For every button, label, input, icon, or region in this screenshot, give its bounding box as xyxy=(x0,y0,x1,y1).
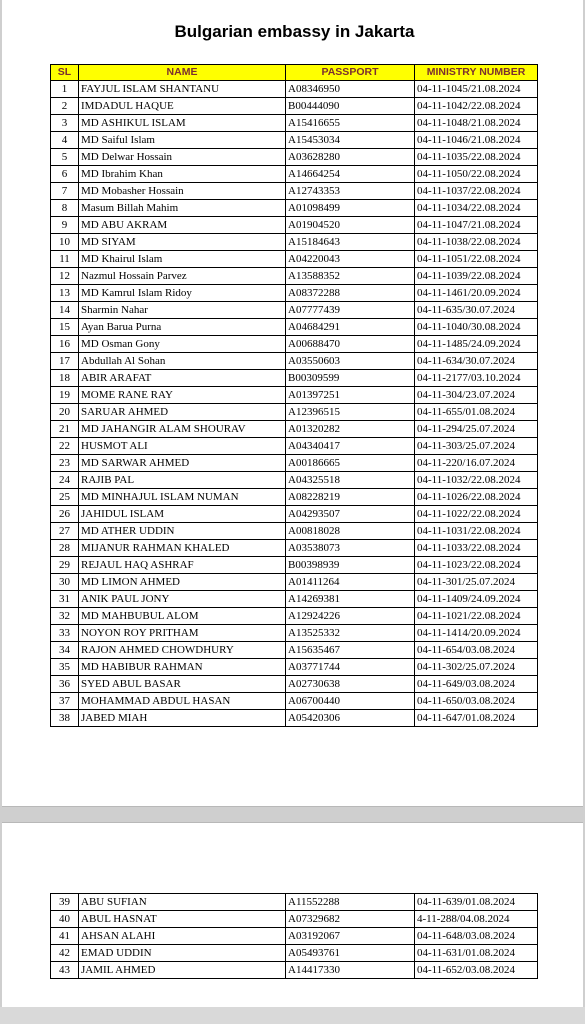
row-sl-cell: 25 xyxy=(51,489,79,506)
row-name-cell: MD JAHANGIR ALAM SHOURAV xyxy=(79,421,286,438)
row-ministry-number-cell: 04-11-303/25.07.2024 xyxy=(415,438,538,455)
row-ministry-number-cell: 04-11-220/16.07.2024 xyxy=(415,455,538,472)
row-ministry-number-cell: 04-11-1461/20.09.2024 xyxy=(415,285,538,302)
row-name-cell: MD Ibrahim Khan xyxy=(79,166,286,183)
table-row xyxy=(51,387,538,404)
row-passport-cell: A14417330 xyxy=(286,962,415,979)
row-name-cell: Nazmul Hossain Parvez xyxy=(79,268,286,285)
row-passport-cell: B00444090 xyxy=(286,98,415,115)
table-row xyxy=(51,928,538,945)
row-sl-cell: 31 xyxy=(51,591,79,608)
row-name-cell: MD SARWAR AHMED xyxy=(79,455,286,472)
applicant-table-continued xyxy=(50,893,538,979)
row-name-cell: Sharmin Nahar xyxy=(79,302,286,319)
row-ministry-number-cell: 04-11-635/30.07.2024 xyxy=(415,302,538,319)
row-name-cell: MD Delwar Hossain xyxy=(79,149,286,166)
row-sl-cell: 14 xyxy=(51,302,79,319)
row-passport-cell: A01397251 xyxy=(286,387,415,404)
row-sl-cell: 10 xyxy=(51,234,79,251)
row-sl-cell: 43 xyxy=(51,962,79,979)
row-ministry-number-cell: 04-11-1037/22.08.2024 xyxy=(415,183,538,200)
row-name-cell: JAHIDUL ISLAM xyxy=(79,506,286,523)
row-passport-cell: A01904520 xyxy=(286,217,415,234)
row-sl-cell: 29 xyxy=(51,557,79,574)
row-sl-cell: 21 xyxy=(51,421,79,438)
row-passport-cell: A12396515 xyxy=(286,404,415,421)
row-ministry-number-cell: 4-11-288/04.08.2024 xyxy=(415,911,538,928)
row-ministry-number-cell: 04-11-652/03.08.2024 xyxy=(415,962,538,979)
row-name-cell: MOHAMMAD ABDUL HASAN xyxy=(79,693,286,710)
row-ministry-number-cell: 04-11-1031/22.08.2024 xyxy=(415,523,538,540)
row-ministry-number-cell: 04-11-1414/20.09.2024 xyxy=(415,625,538,642)
row-name-cell: JABED MIAH xyxy=(79,710,286,727)
row-name-cell: MD MINHAJUL ISLAM NUMAN xyxy=(79,489,286,506)
row-name-cell: MD HABIBUR RAHMAN xyxy=(79,659,286,676)
row-ministry-number-cell: 04-11-1034/22.08.2024 xyxy=(415,200,538,217)
row-name-cell: RAJIB PAL xyxy=(79,472,286,489)
table-row xyxy=(51,625,538,642)
row-ministry-number-cell: 04-11-1032/22.08.2024 xyxy=(415,472,538,489)
row-name-cell: NOYON ROY PRITHAM xyxy=(79,625,286,642)
row-name-cell: MD ASHIKUL ISLAM xyxy=(79,115,286,132)
row-name-cell: MOME RANE RAY xyxy=(79,387,286,404)
row-passport-cell: A05493761 xyxy=(286,945,415,962)
page-gap xyxy=(0,1007,585,1024)
table-row xyxy=(51,676,538,693)
table-row xyxy=(51,710,538,727)
table-row xyxy=(51,438,538,455)
row-name-cell: ANIK PAUL JONY xyxy=(79,591,286,608)
row-sl-cell: 35 xyxy=(51,659,79,676)
row-name-cell: IMDADUL HAQUE xyxy=(79,98,286,115)
table-row xyxy=(51,183,538,200)
row-ministry-number-cell: 04-11-1040/30.08.2024 xyxy=(415,319,538,336)
table-row xyxy=(51,234,538,251)
document-page-1 xyxy=(2,0,583,807)
row-name-cell: FAYJUL ISLAM SHANTANU xyxy=(79,81,286,98)
row-sl-cell: 3 xyxy=(51,115,79,132)
row-passport-cell: B00398939 xyxy=(286,557,415,574)
row-sl-cell: 40 xyxy=(51,911,79,928)
table-row xyxy=(51,693,538,710)
column-header-name: NAME xyxy=(79,65,286,81)
row-passport-cell: A04220043 xyxy=(286,251,415,268)
row-sl-cell: 30 xyxy=(51,574,79,591)
row-passport-cell: A03192067 xyxy=(286,928,415,945)
row-passport-cell: A15635467 xyxy=(286,642,415,659)
row-passport-cell: A04684291 xyxy=(286,319,415,336)
row-name-cell: MD MAHBUBUL ALOM xyxy=(79,608,286,625)
row-name-cell: Masum Billah Mahim xyxy=(79,200,286,217)
table-row xyxy=(51,894,538,911)
table-row xyxy=(51,268,538,285)
row-ministry-number-cell: 04-11-1485/24.09.2024 xyxy=(415,336,538,353)
applicant-table xyxy=(50,64,538,727)
row-ministry-number-cell: 04-11-1048/21.08.2024 xyxy=(415,115,538,132)
row-name-cell: MD Saiful Islam xyxy=(79,132,286,149)
row-ministry-number-cell: 04-11-1042/22.08.2024 xyxy=(415,98,538,115)
row-sl-cell: 6 xyxy=(51,166,79,183)
row-passport-cell: A07329682 xyxy=(286,911,415,928)
row-passport-cell: A14664254 xyxy=(286,166,415,183)
row-passport-cell: A15416655 xyxy=(286,115,415,132)
row-sl-cell: 12 xyxy=(51,268,79,285)
row-ministry-number-cell: 04-11-650/03.08.2024 xyxy=(415,693,538,710)
row-sl-cell: 2 xyxy=(51,98,79,115)
row-name-cell: ABU SUFIAN xyxy=(79,894,286,911)
row-sl-cell: 26 xyxy=(51,506,79,523)
table-row xyxy=(51,421,538,438)
row-name-cell: MIJANUR RAHMAN KHALED xyxy=(79,540,286,557)
row-sl-cell: 42 xyxy=(51,945,79,962)
row-ministry-number-cell: 04-11-631/01.08.2024 xyxy=(415,945,538,962)
row-passport-cell: A04340417 xyxy=(286,438,415,455)
row-sl-cell: 22 xyxy=(51,438,79,455)
row-name-cell: MD Khairul Islam xyxy=(79,251,286,268)
row-passport-cell: A01411264 xyxy=(286,574,415,591)
table-row xyxy=(51,506,538,523)
row-sl-cell: 28 xyxy=(51,540,79,557)
row-ministry-number-cell: 04-11-1046/21.08.2024 xyxy=(415,132,538,149)
table-row xyxy=(51,945,538,962)
row-sl-cell: 17 xyxy=(51,353,79,370)
table-row xyxy=(51,659,538,676)
row-ministry-number-cell: 04-11-1035/22.08.2024 xyxy=(415,149,538,166)
row-ministry-number-cell: 04-11-1022/22.08.2024 xyxy=(415,506,538,523)
row-sl-cell: 7 xyxy=(51,183,79,200)
row-passport-cell: A03628280 xyxy=(286,149,415,166)
row-sl-cell: 41 xyxy=(51,928,79,945)
row-passport-cell: A01320282 xyxy=(286,421,415,438)
row-passport-cell: A00818028 xyxy=(286,523,415,540)
table-header-row xyxy=(51,65,538,81)
row-name-cell: ABIR ARAFAT xyxy=(79,370,286,387)
row-sl-cell: 16 xyxy=(51,336,79,353)
row-sl-cell: 8 xyxy=(51,200,79,217)
table-row xyxy=(51,472,538,489)
row-passport-cell: A08346950 xyxy=(286,81,415,98)
row-passport-cell: A00688470 xyxy=(286,336,415,353)
table-row xyxy=(51,200,538,217)
row-passport-cell: A03538073 xyxy=(286,540,415,557)
table-row xyxy=(51,217,538,234)
row-name-cell: Ayan Barua Purna xyxy=(79,319,286,336)
row-sl-cell: 27 xyxy=(51,523,79,540)
row-passport-cell: A07777439 xyxy=(286,302,415,319)
row-passport-cell: A13525332 xyxy=(286,625,415,642)
row-ministry-number-cell: 04-11-1047/21.08.2024 xyxy=(415,217,538,234)
document-page-2 xyxy=(2,822,583,1009)
row-sl-cell: 39 xyxy=(51,894,79,911)
table-row xyxy=(51,302,538,319)
row-name-cell: RAJON AHMED CHOWDHURY xyxy=(79,642,286,659)
row-ministry-number-cell: 04-11-2177/03.10.2024 xyxy=(415,370,538,387)
row-passport-cell: A15453034 xyxy=(286,132,415,149)
row-name-cell: MD Osman Gony xyxy=(79,336,286,353)
row-passport-cell: A03771744 xyxy=(286,659,415,676)
row-ministry-number-cell: 04-11-302/25.07.2024 xyxy=(415,659,538,676)
row-passport-cell: A00186665 xyxy=(286,455,415,472)
row-ministry-number-cell: 04-11-647/01.08.2024 xyxy=(415,710,538,727)
table-row xyxy=(51,115,538,132)
row-name-cell: HUSMOT ALI xyxy=(79,438,286,455)
table-row xyxy=(51,574,538,591)
row-name-cell: MD LIMON AHMED xyxy=(79,574,286,591)
row-sl-cell: 37 xyxy=(51,693,79,710)
row-passport-cell: A12743353 xyxy=(286,183,415,200)
row-ministry-number-cell: 04-11-648/03.08.2024 xyxy=(415,928,538,945)
row-ministry-number-cell: 04-11-654/03.08.2024 xyxy=(415,642,538,659)
row-ministry-number-cell: 04-11-649/03.08.2024 xyxy=(415,676,538,693)
row-sl-cell: 34 xyxy=(51,642,79,659)
row-name-cell: EMAD UDDIN xyxy=(79,945,286,962)
row-sl-cell: 5 xyxy=(51,149,79,166)
row-name-cell: ABUL HASNAT xyxy=(79,911,286,928)
row-passport-cell: A06700440 xyxy=(286,693,415,710)
row-ministry-number-cell: 04-11-1045/21.08.2024 xyxy=(415,81,538,98)
row-ministry-number-cell: 04-11-294/25.07.2024 xyxy=(415,421,538,438)
row-sl-cell: 33 xyxy=(51,625,79,642)
table-row xyxy=(51,166,538,183)
row-sl-cell: 18 xyxy=(51,370,79,387)
table-row xyxy=(51,98,538,115)
row-ministry-number-cell: 04-11-1039/22.08.2024 xyxy=(415,268,538,285)
table-row xyxy=(51,455,538,472)
row-passport-cell: A15184643 xyxy=(286,234,415,251)
row-sl-cell: 20 xyxy=(51,404,79,421)
row-name-cell: JAMIL AHMED xyxy=(79,962,286,979)
row-sl-cell: 13 xyxy=(51,285,79,302)
row-name-cell: MD ABU AKRAM xyxy=(79,217,286,234)
row-sl-cell: 23 xyxy=(51,455,79,472)
table-row xyxy=(51,149,538,166)
row-sl-cell: 1 xyxy=(51,81,79,98)
table-row xyxy=(51,591,538,608)
row-sl-cell: 19 xyxy=(51,387,79,404)
row-sl-cell: 15 xyxy=(51,319,79,336)
table-row xyxy=(51,353,538,370)
row-sl-cell: 4 xyxy=(51,132,79,149)
row-passport-cell: A14269381 xyxy=(286,591,415,608)
row-name-cell: REJAUL HAQ ASHRAF xyxy=(79,557,286,574)
table-row xyxy=(51,489,538,506)
row-sl-cell: 32 xyxy=(51,608,79,625)
table-row xyxy=(51,251,538,268)
table-row xyxy=(51,81,538,98)
table-row xyxy=(51,404,538,421)
row-ministry-number-cell: 04-11-655/01.08.2024 xyxy=(415,404,538,421)
row-passport-cell: A01098499 xyxy=(286,200,415,217)
table-row xyxy=(51,132,538,149)
table-row xyxy=(51,911,538,928)
column-header-ministry-number: MINISTRY NUMBER xyxy=(415,65,538,81)
column-header-sl: SL xyxy=(51,65,79,81)
row-passport-cell: A12924226 xyxy=(286,608,415,625)
row-name-cell: SARUAR AHMED xyxy=(79,404,286,421)
row-ministry-number-cell: 04-11-304/23.07.2024 xyxy=(415,387,538,404)
row-passport-cell: A05420306 xyxy=(286,710,415,727)
row-sl-cell: 11 xyxy=(51,251,79,268)
row-name-cell: MD SIYAM xyxy=(79,234,286,251)
table-row xyxy=(51,642,538,659)
table-row xyxy=(51,370,538,387)
row-name-cell: SYED ABUL BASAR xyxy=(79,676,286,693)
row-passport-cell: A13588352 xyxy=(286,268,415,285)
row-ministry-number-cell: 04-11-1026/22.08.2024 xyxy=(415,489,538,506)
row-name-cell: AHSAN ALAHI xyxy=(79,928,286,945)
row-name-cell: MD Kamrul Islam Ridoy xyxy=(79,285,286,302)
row-passport-cell: A04325518 xyxy=(286,472,415,489)
row-ministry-number-cell: 04-11-1023/22.08.2024 xyxy=(415,557,538,574)
table-row xyxy=(51,523,538,540)
row-passport-cell: A03550603 xyxy=(286,353,415,370)
row-name-cell: MD Mobasher Hossain xyxy=(79,183,286,200)
row-passport-cell: A11552288 xyxy=(286,894,415,911)
row-passport-cell: B00309599 xyxy=(286,370,415,387)
table-row xyxy=(51,319,538,336)
row-ministry-number-cell: 04-11-301/25.07.2024 xyxy=(415,574,538,591)
table-row xyxy=(51,962,538,979)
row-ministry-number-cell: 04-11-1051/22.08.2024 xyxy=(415,251,538,268)
table-row xyxy=(51,285,538,302)
row-sl-cell: 38 xyxy=(51,710,79,727)
row-sl-cell: 24 xyxy=(51,472,79,489)
table-row xyxy=(51,336,538,353)
row-ministry-number-cell: 04-11-1038/22.08.2024 xyxy=(415,234,538,251)
row-sl-cell: 9 xyxy=(51,217,79,234)
column-header-passport: PASSPORT xyxy=(286,65,415,81)
row-ministry-number-cell: 04-11-1409/24.09.2024 xyxy=(415,591,538,608)
row-passport-cell: A04293507 xyxy=(286,506,415,523)
table-row xyxy=(51,557,538,574)
document-title: Bulgarian embassy in Jakarta xyxy=(174,22,415,41)
row-name-cell: Abdullah Al Sohan xyxy=(79,353,286,370)
table-row xyxy=(51,540,538,557)
row-passport-cell: A08372288 xyxy=(286,285,415,302)
row-ministry-number-cell: 04-11-639/01.08.2024 xyxy=(415,894,538,911)
row-ministry-number-cell: 04-11-634/30.07.2024 xyxy=(415,353,538,370)
row-name-cell: MD ATHER UDDIN xyxy=(79,523,286,540)
table-row xyxy=(51,608,538,625)
row-sl-cell: 36 xyxy=(51,676,79,693)
row-ministry-number-cell: 04-11-1050/22.08.2024 xyxy=(415,166,538,183)
row-passport-cell: A02730638 xyxy=(286,676,415,693)
row-ministry-number-cell: 04-11-1021/22.08.2024 xyxy=(415,608,538,625)
row-passport-cell: A08228219 xyxy=(286,489,415,506)
row-ministry-number-cell: 04-11-1033/22.08.2024 xyxy=(415,540,538,557)
